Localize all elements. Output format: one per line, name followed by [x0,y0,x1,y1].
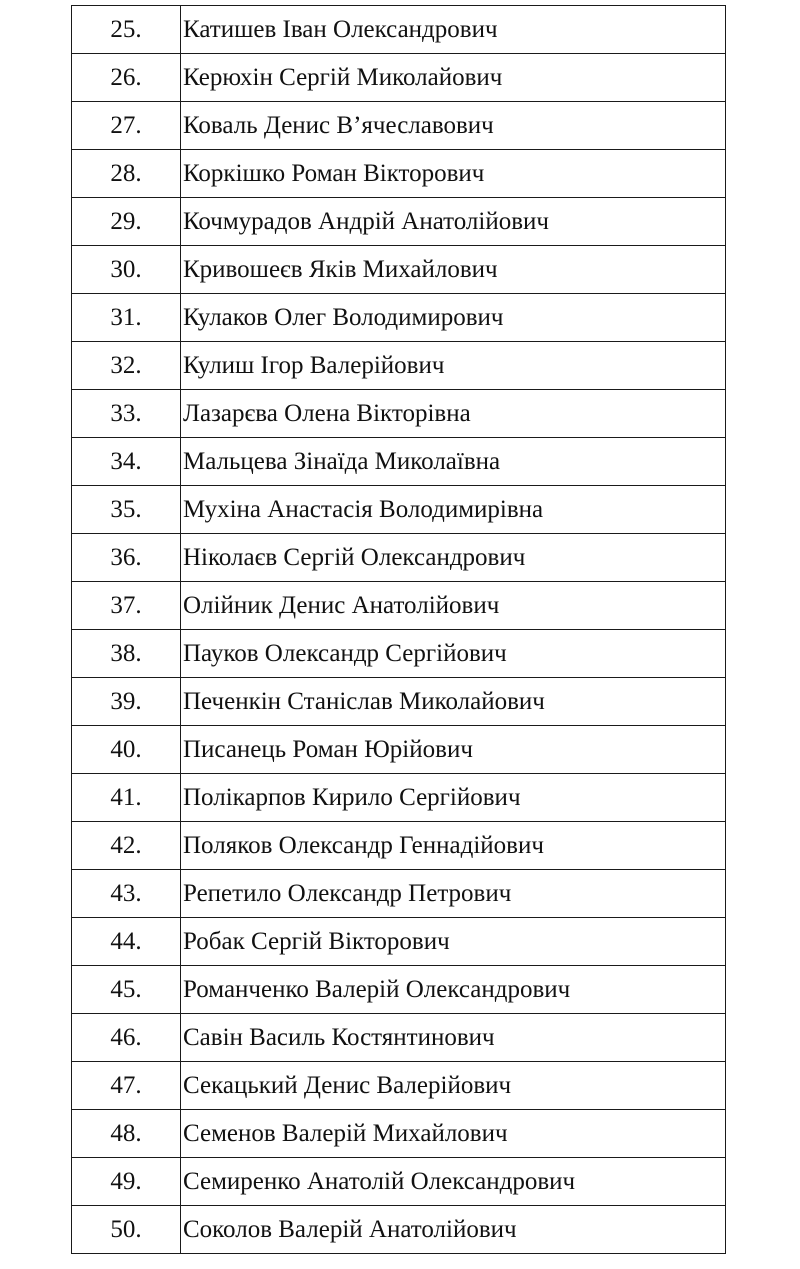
table-row [72,870,726,918]
table-row [72,342,726,390]
person-name: Семенов Валерій Михайлович [181,1110,726,1158]
row-number: 25. [72,6,181,54]
person-name: Печенкін Станіслав Миколайович [181,678,726,726]
table-row [72,1206,726,1254]
person-name: Репетило Олександр Петрович [181,870,726,918]
row-number: 40. [72,726,181,774]
row-number: 50. [72,1206,181,1254]
row-number: 41. [72,774,181,822]
person-name: Олійник Денис Анатолійович [181,582,726,630]
row-number: 45. [72,966,181,1014]
row-number: 35. [72,486,181,534]
person-name: Лазарєва Олена Вікторівна [181,390,726,438]
person-name: Соколов Валерій Анатолійович [181,1206,726,1254]
row-number: 30. [72,246,181,294]
row-number: 27. [72,102,181,150]
person-name: Пауков Олександр Сергійович [181,630,726,678]
table-row [72,1014,726,1062]
row-number: 32. [72,342,181,390]
row-number: 43. [72,870,181,918]
row-number: 48. [72,1110,181,1158]
row-number: 49. [72,1158,181,1206]
table-row [72,438,726,486]
table-row [72,150,726,198]
row-number: 37. [72,582,181,630]
name-list-table [71,5,726,1254]
row-number: 42. [72,822,181,870]
row-number: 28. [72,150,181,198]
person-name: Ніколаєв Сергій Олександрович [181,534,726,582]
table-row [72,198,726,246]
person-name: Кривошеєв Яків Михайлович [181,246,726,294]
table-row [72,1110,726,1158]
row-number: 46. [72,1014,181,1062]
person-name: Романченко Валерій Олександрович [181,966,726,1014]
table-row [72,966,726,1014]
row-number: 34. [72,438,181,486]
table-row [72,774,726,822]
table-row [72,582,726,630]
table-row [72,726,726,774]
row-number: 38. [72,630,181,678]
person-name: Писанець Роман Юрійович [181,726,726,774]
table-row [72,630,726,678]
table-row [72,486,726,534]
name-list-body [72,6,726,1254]
person-name: Кулаков Олег Володимирович [181,294,726,342]
person-name: Савін Василь Костянтинович [181,1014,726,1062]
row-number: 31. [72,294,181,342]
person-name: Кочмурадов Андрій Анатолійович [181,198,726,246]
table-row [72,1158,726,1206]
person-name: Коркішко Роман Вікторович [181,150,726,198]
table-row [72,102,726,150]
table-row [72,246,726,294]
row-number: 29. [72,198,181,246]
table-row [72,390,726,438]
person-name: Семиренко Анатолій Олександрович [181,1158,726,1206]
row-number: 39. [72,678,181,726]
table-row [72,54,726,102]
person-name: Мальцева Зінаїда Миколаївна [181,438,726,486]
person-name: Катишев Іван Олександрович [181,6,726,54]
person-name: Кулиш Ігор Валерійович [181,342,726,390]
table-row [72,294,726,342]
person-name: Секацький Денис Валерійович [181,1062,726,1110]
row-number: 33. [72,390,181,438]
table-row [72,534,726,582]
table-row [72,1062,726,1110]
table-row [72,6,726,54]
person-name: Керюхін Сергій Миколайович [181,54,726,102]
person-name: Полікарпов Кирило Сергійович [181,774,726,822]
table-row [72,678,726,726]
person-name: Коваль Денис В’ячеславович [181,102,726,150]
row-number: 36. [72,534,181,582]
row-number: 44. [72,918,181,966]
person-name: Робак Сергій Вікторович [181,918,726,966]
table-row [72,822,726,870]
person-name: Поляков Олександр Геннадійович [181,822,726,870]
person-name: Мухіна Анастасія Володимирівна [181,486,726,534]
table-row [72,918,726,966]
row-number: 47. [72,1062,181,1110]
row-number: 26. [72,54,181,102]
